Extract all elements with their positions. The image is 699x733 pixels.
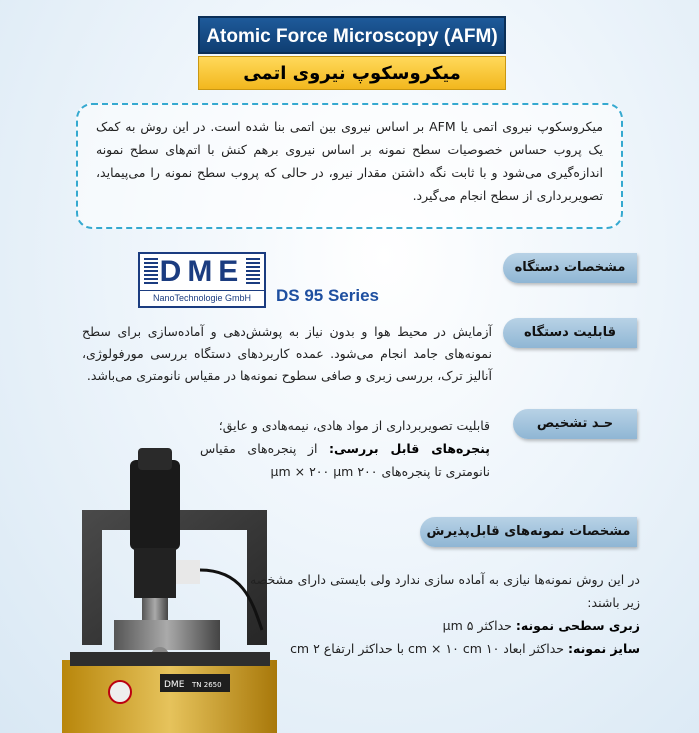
intro-text: میکروسکوپ نیروی اتمی یا AFM بر اساس نیروی بین اتمی بنا شده است. در این روش به کمک یک پروب حساس خصوصیات سطح نمونه بر اساس نیروی برهم کنش با اتم‌های سطح نمونه اندازه‌گیری می‌شود و با ثابت نگه داشتن مقدار نیرو، در حالی که پروب سطح نمونه را می‌پیماید، تصویربرداری از سطح انجام می‌گیرد. — [96, 119, 603, 203]
size-line — [250, 637, 640, 660]
samples-intro: در این روش نمونه‌ها نیازی به آماده سازی ندارد ولی بایستی دارای مشخصه زیر باشند: — [250, 572, 640, 610]
device-brand-label: DME — [164, 680, 185, 690]
persian-title: میکروسکوپ نیروی اتمی — [198, 56, 506, 90]
device-model-label: TN 2650 — [192, 681, 222, 689]
logo-text: DME — [159, 255, 245, 288]
capability-text: آزمایش در محیط هوا و بدون نیاز به پوشش‌دهی و آماده‌سازی برای سطح نمونه‌های جامد انجام می‌شود. عمده کاربردهای دستگاه بررسی مورفولوژی، آنالیز ترک، بررسی زبری و صافی سطوح نمونه‌ها در مقیاس نانومتری می‌باشد. — [82, 324, 492, 383]
logo-subtitle: NanoTechnologie GmbH — [140, 290, 264, 303]
windows-text: از پنجره‌های مقیاس نانومتری تا پنجره‌های ۲۰۰ µm × ۲۰۰ µm — [200, 441, 490, 479]
capability-tab: قابلیت دستگاه — [503, 318, 637, 348]
brand-logo — [138, 252, 266, 308]
specs-tab: مشخصات دستگاه — [503, 253, 637, 283]
intro-box — [76, 103, 623, 229]
detection-tab: حـد تشخیص — [513, 409, 637, 439]
series-label: DS 95 Series — [276, 286, 380, 305]
english-title: Atomic Force Microscopy (AFM) — [198, 16, 506, 54]
size-value: حداکثر ابعاد ۱۰ cm × ۱۰ cm با حداکثر ارتفاع ۲ cm — [290, 641, 565, 656]
size-label: سایز نمونه: — [568, 641, 640, 656]
roughness-label: زبری سطحی نمونه: — [515, 618, 640, 633]
detection-line: قابلیت تصویربرداری از مواد هادی، نیمه‌هادی و عایق؛ — [218, 418, 490, 433]
roughness-value: حداکثر ۵ µm — [442, 618, 512, 633]
samples-tab: مشخصات نمونه‌های قابل‌پذیرش — [420, 517, 637, 547]
windows-label: پنجره‌های قابل بررسی: — [329, 441, 490, 456]
samples-block — [250, 568, 640, 660]
roughness-line — [250, 614, 640, 637]
logo-mark — [144, 255, 260, 288]
